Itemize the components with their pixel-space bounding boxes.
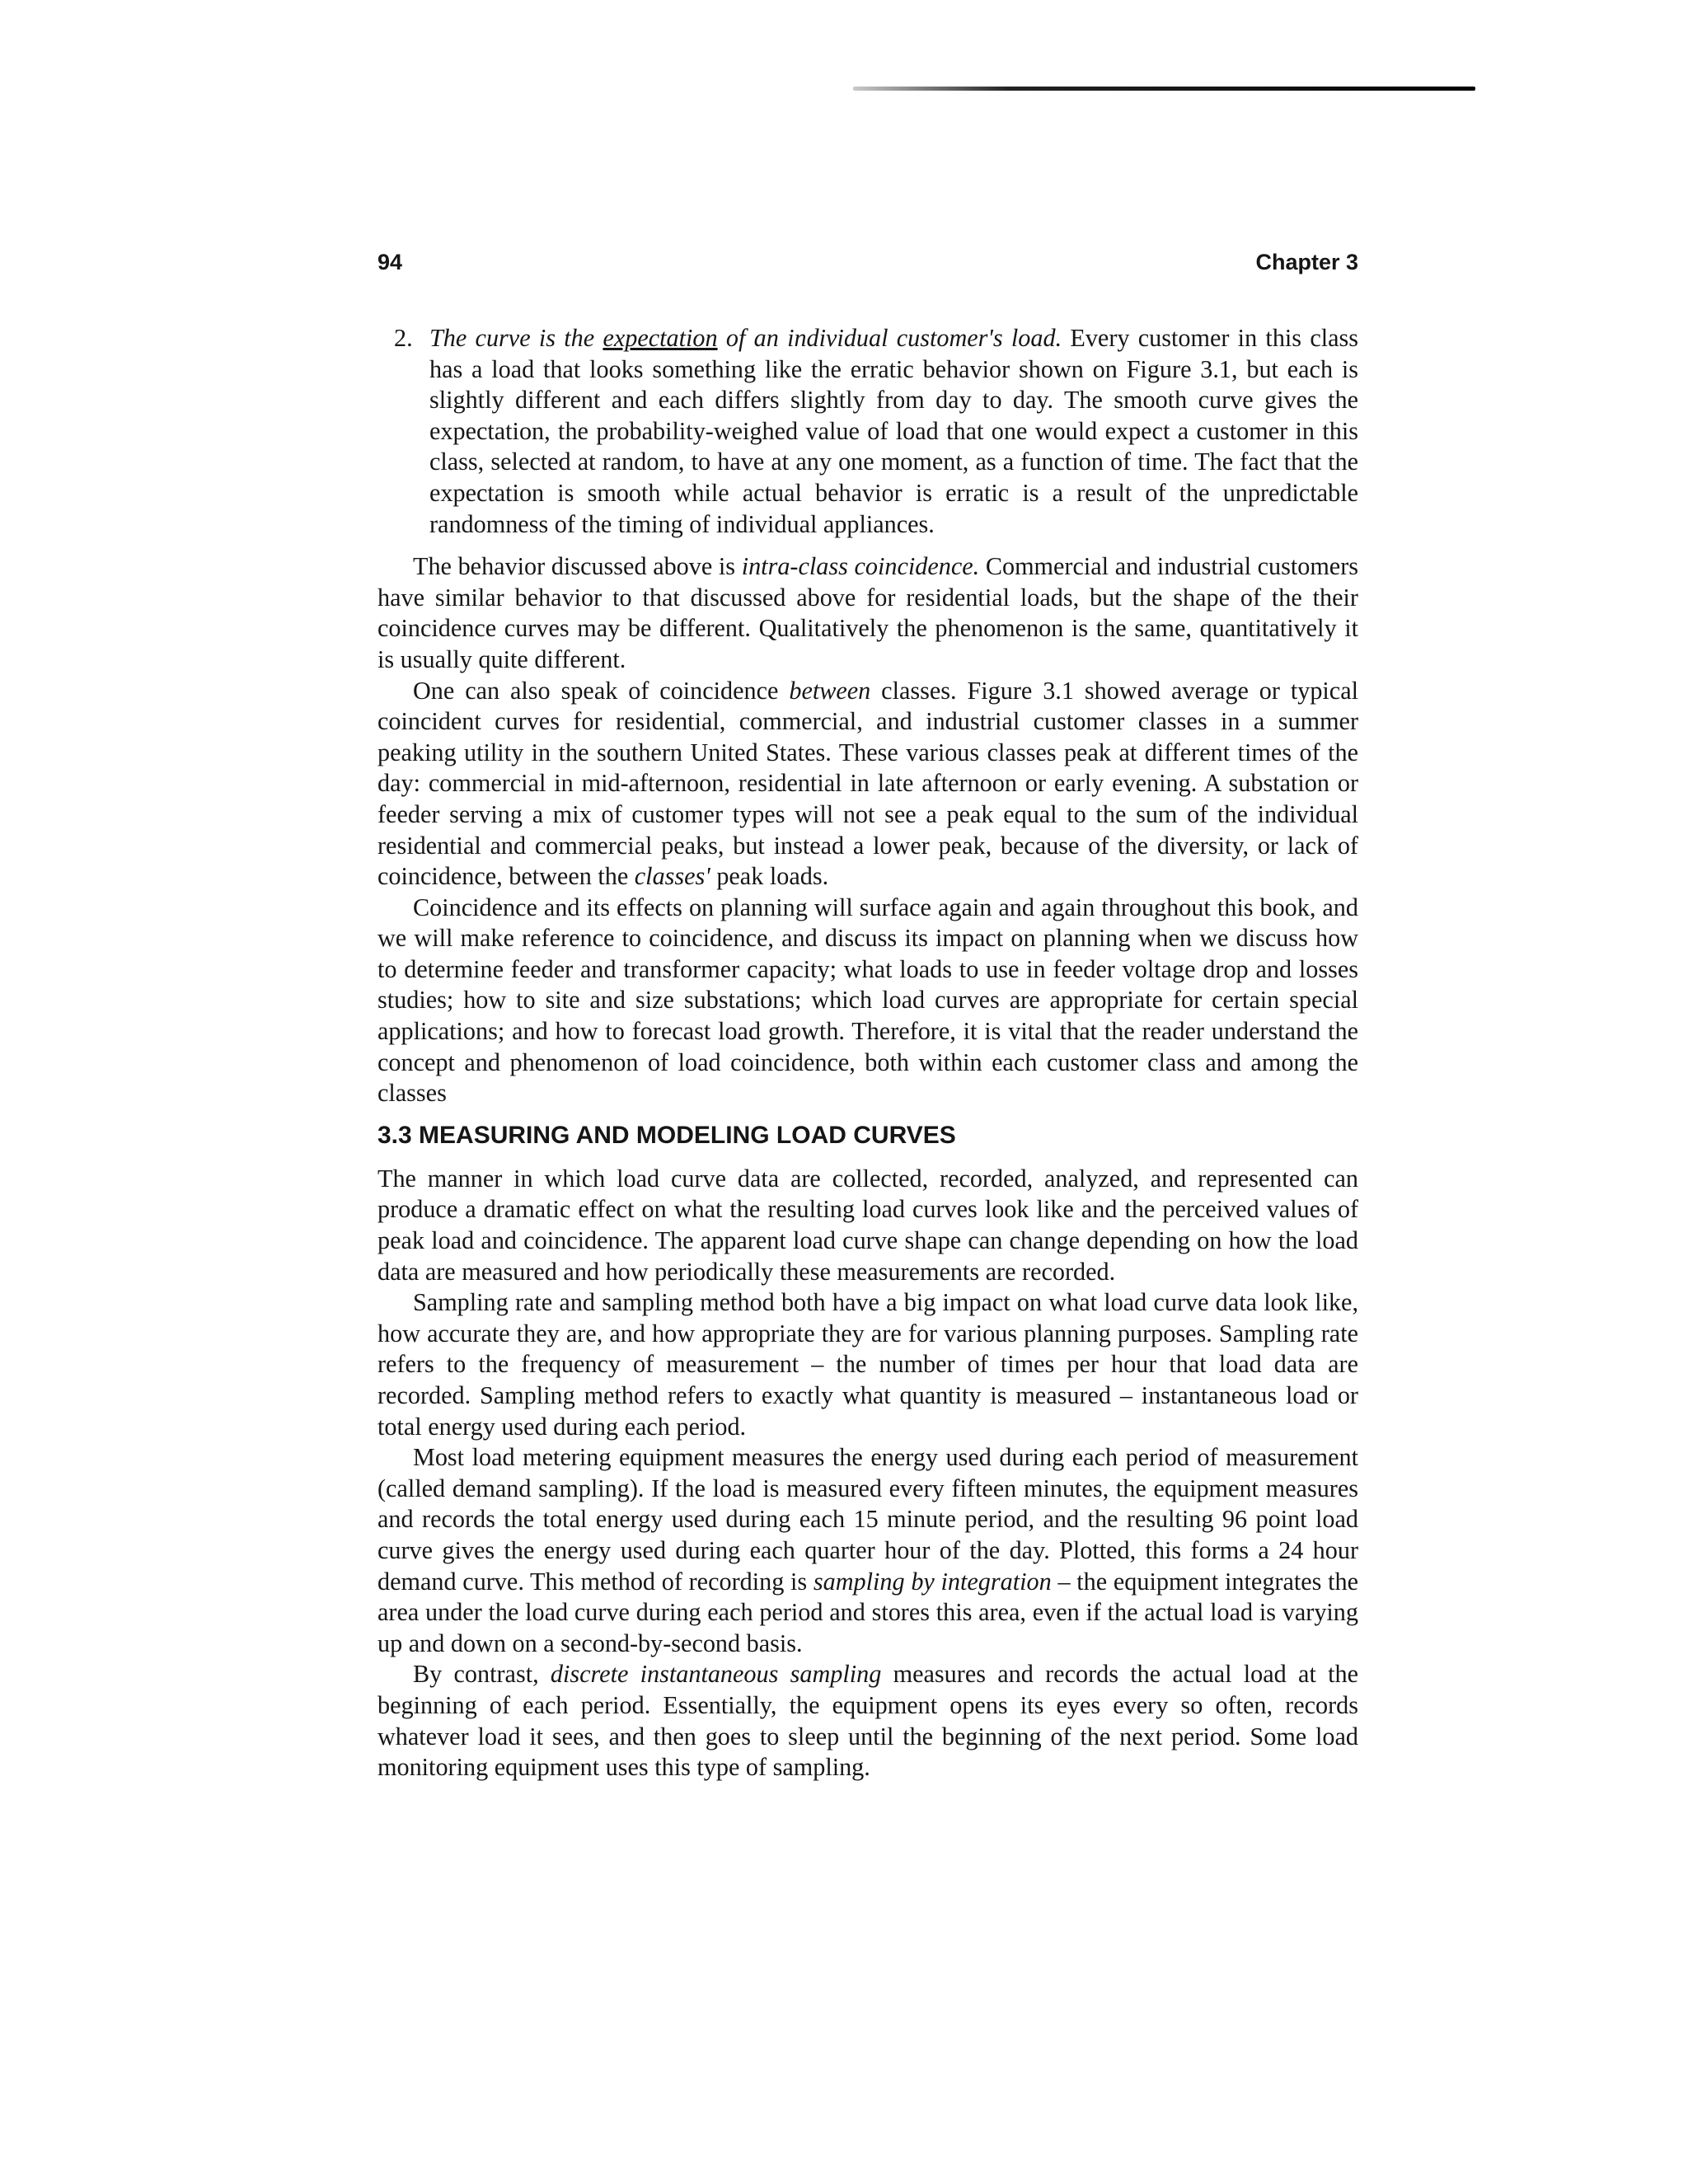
paragraph-sampling: Sampling rate and sampling method both have a big impact on what load curve data look like, how accurate they are, and how appropriate they are for various planning purposes. Sampling rate refers to the frequency of measurement – the number of times per hour that load data are recorded. Sampling method refers to exactly what quantity is measured – instantaneous load or total energy used during each period.: [377, 1288, 1358, 1441]
numbered-list-item: [377, 323, 1358, 540]
emphasis-term: classes': [634, 862, 710, 891]
list-item-text: The curve is the expectation of an individual customer's load. Every customer in this class has a load that looks something like the erratic behavior shown on Figure 3.1, but each is slightly different and each differs slightly from day to day. The smooth curve gives the expectation, the probability-weighed value of load that one would expect a customer in this class, selected at random, to have at any one moment, as a function of time. The fact that the expectation is smooth while actual behavior is erratic is a result of the unpredictable randomness of the timing of individual appliances.: [429, 324, 1359, 538]
running-head: [377, 249, 1358, 275]
paragraph-instantaneous: By contrast, discrete instantaneous sampling measures and records the actual load at the beginning of each period. Essentially, the equipment opens its eyes every so often, records whatever load it sees, and then goes to sleep until the beginning of the next period. Some load monitoring equipment uses this type of sampling.: [377, 1660, 1358, 1782]
underlined-term: expectation: [603, 324, 718, 352]
chapter-label: Chapter 3: [1255, 250, 1358, 274]
paragraph-manner: The manner in which load curve data are collected, recorded, analyzed, and represented can produce a dramatic effect on what the resulting load curves look like and the perceived values of peak load and coincidence. The apparent load curve shape can change depending on how the load data are measured and how periodically these measurements are recorded.: [377, 1164, 1358, 1286]
list-number: 2.: [394, 324, 413, 352]
page-body: [377, 323, 1358, 1783]
paragraph-coincidence: Coincidence and its effects on planning will surface again and again throughout this book, and we will make reference to coincidence, and discuss its impact on planning when we discuss how to determine feeder and transformer capacity; what loads to use in feeder voltage drop and losses studies; how to site and size substations; which load curves are appropriate for certain special applications; and how to forecast load growth. Therefore, it is vital that the reader understand the concept and phenomenon of load coincidence, both within each customer class and among the classes: [377, 893, 1358, 1108]
emphasis-term: sampling by integration: [813, 1567, 1052, 1596]
section-heading: 3.3 MEASURING AND MODELING LOAD CURVES: [377, 1121, 956, 1149]
paragraph-intra-class: The behavior discussed above is intra-class coincidence. Commercial and industrial customers have similar behavior to that discussed above for residential loads, but the shape of the their coincidence curves may be different. Qualitatively the phenomenon is the same, quantitatively it is usually quite different.: [377, 552, 1359, 673]
emphasis-term: discrete instantaneous sampling: [550, 1660, 882, 1689]
header-rule: [853, 87, 1475, 91]
paragraph-between-classes: One can also speak of coincidence between classes. Figure 3.1 showed average or typical coincident curves for residential, commercial, and industrial customer classes in a summer peaking utility in the southern United States. These various classes peak at different times of the day: commercial in mid-afternoon, residential in late afternoon or early evening. A substation or feeder serving a mix of customer types will not see a peak equal to the sum of the individual residential and commercial peaks, but instead a lower peak, because of the diversity, or lack of coincidence, between the classes' peak loads.: [377, 676, 1358, 891]
paragraph-metering: Most load metering equipment measures the energy used during each period of measurement (called demand sampling). If the load is measured every fifteen minutes, the equipment measures and records the total energy used during each 15 minute period, and the resulting 96 point load curve gives the energy used during each quarter hour of the day. Plotted, this forms a 24 hour demand curve. This method of recording is sampling by integration – the equipment integrates the area under the load curve during each period and stores this area, even if the actual load is varying up and down on a second-by-second basis.: [377, 1443, 1359, 1657]
emphasis-term: intra-class coincidence.: [741, 552, 980, 581]
page-number: 94: [377, 250, 403, 274]
emphasis-term: between: [789, 676, 871, 705]
list-lead: The curve is the expectation of an individual customer's load.: [429, 324, 1062, 352]
